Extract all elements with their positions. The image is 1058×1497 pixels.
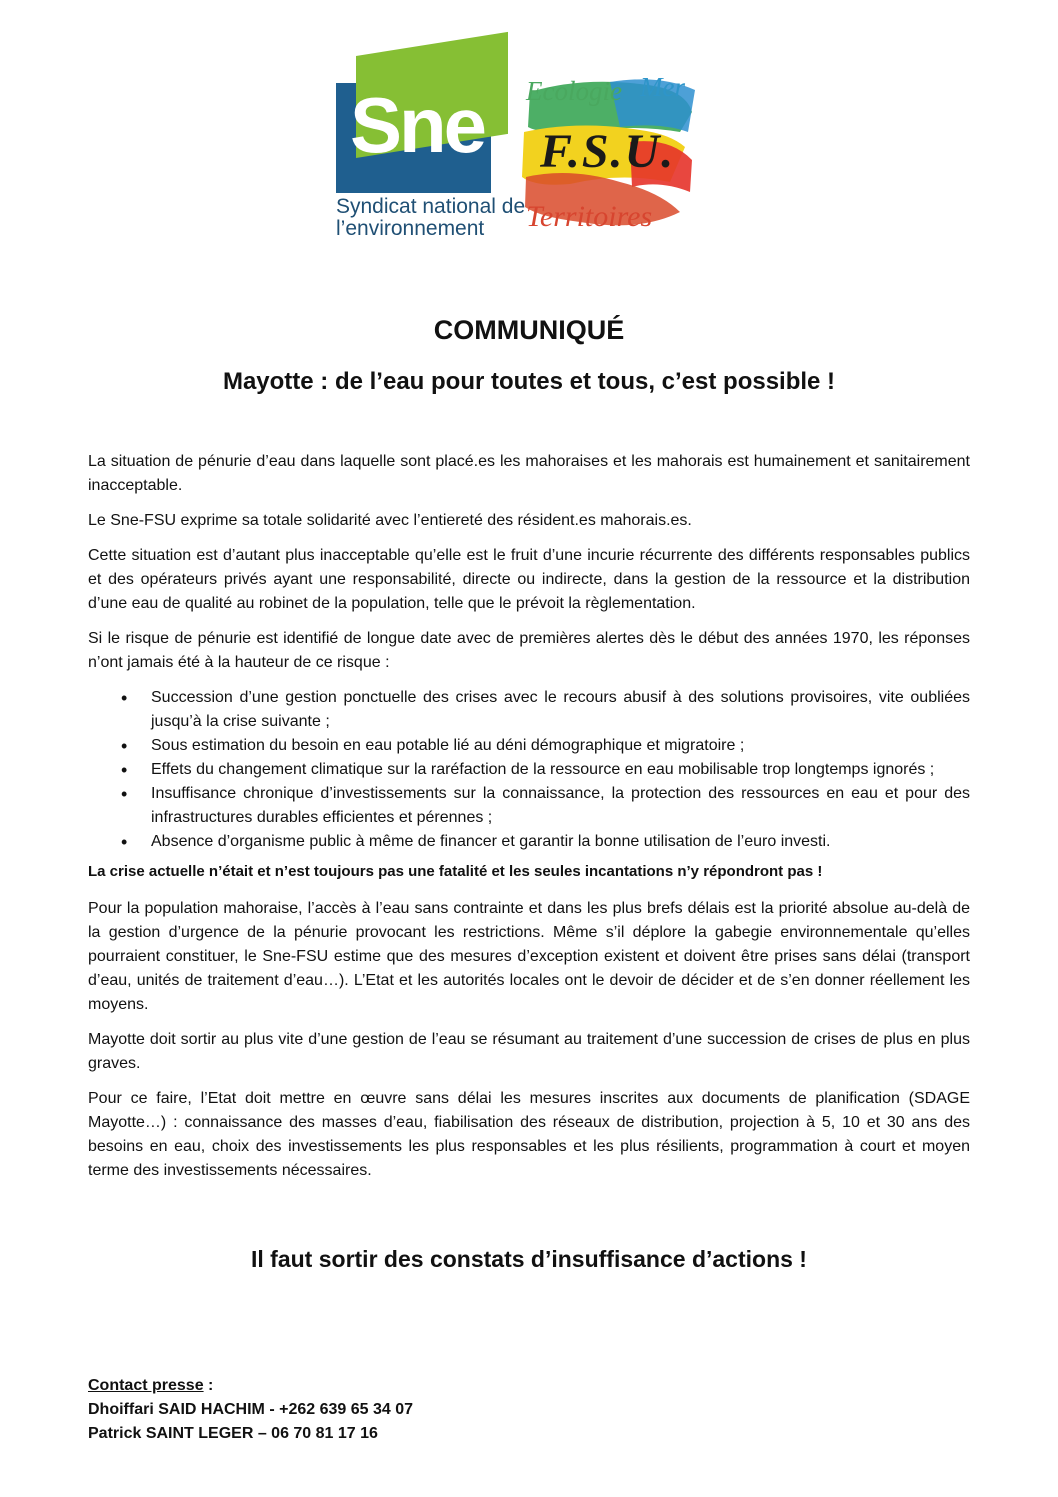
sne-caption-line2: l’environnement <box>336 217 485 240</box>
list-item: • Absence d’organisme public à même de financer et garantir la bonne utilisation de l’euro investi. <box>151 830 970 854</box>
paragraph-6: Mayotte doit sortir au plus vite d’une gestion de l’eau se résumant au traitement d’une succession de crises de plus en plus graves. <box>88 1031 970 1072</box>
paragraph-5: Pour la population mahoraise, l’accès à l’eau sans contrainte et dans les plus brefs délais est la priorité absolue au-delà de la gestion d’urgence de la pénurie provocant les restrictions. Même s’il déplore la gabegie environnementale qu’elles pourraient constituer, le Sne-FSU estime que des mesures d’exception existent et doivent être prises sans délai (transport d’eau, unités de traitement d’eau…). L’Etat et les autorités locales ont le devoir de décider et de s’en donner réellement les moyens. <box>88 900 970 1013</box>
contact-label-suffix: : <box>203 1377 214 1394</box>
sne-logo-wordmark: Sne <box>350 81 485 169</box>
paragraph-2: Le Sne-FSU exprime sa totale solidarité avec l’entiereté des résident.es mahorais.es. <box>88 512 692 529</box>
paragraph-7: Pour ce faire, l’Etat doit mettre en œuvre sans délai les mesures inscrites aux documents de planification (SDAGE Mayotte…) : connaissance des masses d’eau, fiabilisation des réseaux de distribution, projection à 5, 10 et 30 ans des besoins en eau, choix des investissements les plus responsables et les plus résilients, programmation à court et moyen terme des investissements nécessaires. <box>88 1090 970 1179</box>
page-subtitle: Mayotte : de l’eau pour toutes et tous, c’est possible ! <box>222 368 836 395</box>
list-item: • Insuffisance chronique d’investissements sur la connaissance, la protection des ressources en eau et pour des infrastructures durables efficientes et pérennes ; <box>151 782 970 830</box>
closing-statement: Il faut sortir des constats d’insuffisance d’actions ! <box>251 1246 807 1272</box>
communique-body <box>88 450 970 1194</box>
sne-caption-line1: Syndicat national de <box>336 195 526 218</box>
paragraph-4: Si le risque de pénurie est identifié de longue date avec de premières alertes dès le début des années 1970, les réponses n’ont jamais été à la hauteur de ce risque : <box>88 630 970 671</box>
list-item: • Succession d’une gestion ponctuelle des crises avec le recours abusif à des solutions provisoires, vite oubliées jusqu’à la crise suivante ; <box>151 686 970 734</box>
contact-label: Contact presse <box>88 1377 204 1394</box>
paragraph-3: Cette situation est d’autant plus inacceptable qu’elle est le fruit d’une incurie récurrente des différents responsables publics et des opérateurs privés ayant une responsabilité, directe ou indirecte, dans la gestion de la ressource et la distribution d’une eau de qualité au robinet de la population, telle que le prévoit la règlementation. <box>88 547 970 612</box>
fsu-logo-wordmark: F.S.U. <box>540 125 676 178</box>
contact-line-1: Dhoiffari SAID HACHIM - +262 639 65 34 07 <box>88 1401 414 1418</box>
fsu-logo <box>520 72 698 242</box>
contact-header <box>88 1374 413 1398</box>
bold-statement: La crise actuelle n’était et n’est toujours pas une fatalité et les seules incantations n’y répondront pas ! <box>88 863 823 880</box>
list-item: • Effets du changement climatique sur la raréfaction de la ressource en eau mobilisable trop longtemps ignorés ; <box>151 758 970 782</box>
fsu-logo-ecologie: Ecologie <box>526 76 622 106</box>
list-item: • Sous estimation du besoin en eau potable lié au déni démographique et migratoire ; <box>151 734 970 758</box>
paragraph-1: La situation de pénurie d’eau dans laquelle sont placé.es les mahoraises et les mahorais est humainement et sanitairement inacceptable. <box>88 453 970 494</box>
page-title: COMMUNIQUÉ <box>433 315 625 345</box>
sne-logo-caption <box>336 195 526 240</box>
bullet-list <box>88 686 970 854</box>
fsu-logo-mer: Mer <box>640 72 685 102</box>
press-contact <box>88 1374 413 1446</box>
contact-line-2: Patrick SAINT LEGER – 06 70 81 17 16 <box>88 1425 378 1442</box>
sne-logo <box>336 56 526 246</box>
fsu-logo-territoires: Territoires <box>526 200 653 233</box>
